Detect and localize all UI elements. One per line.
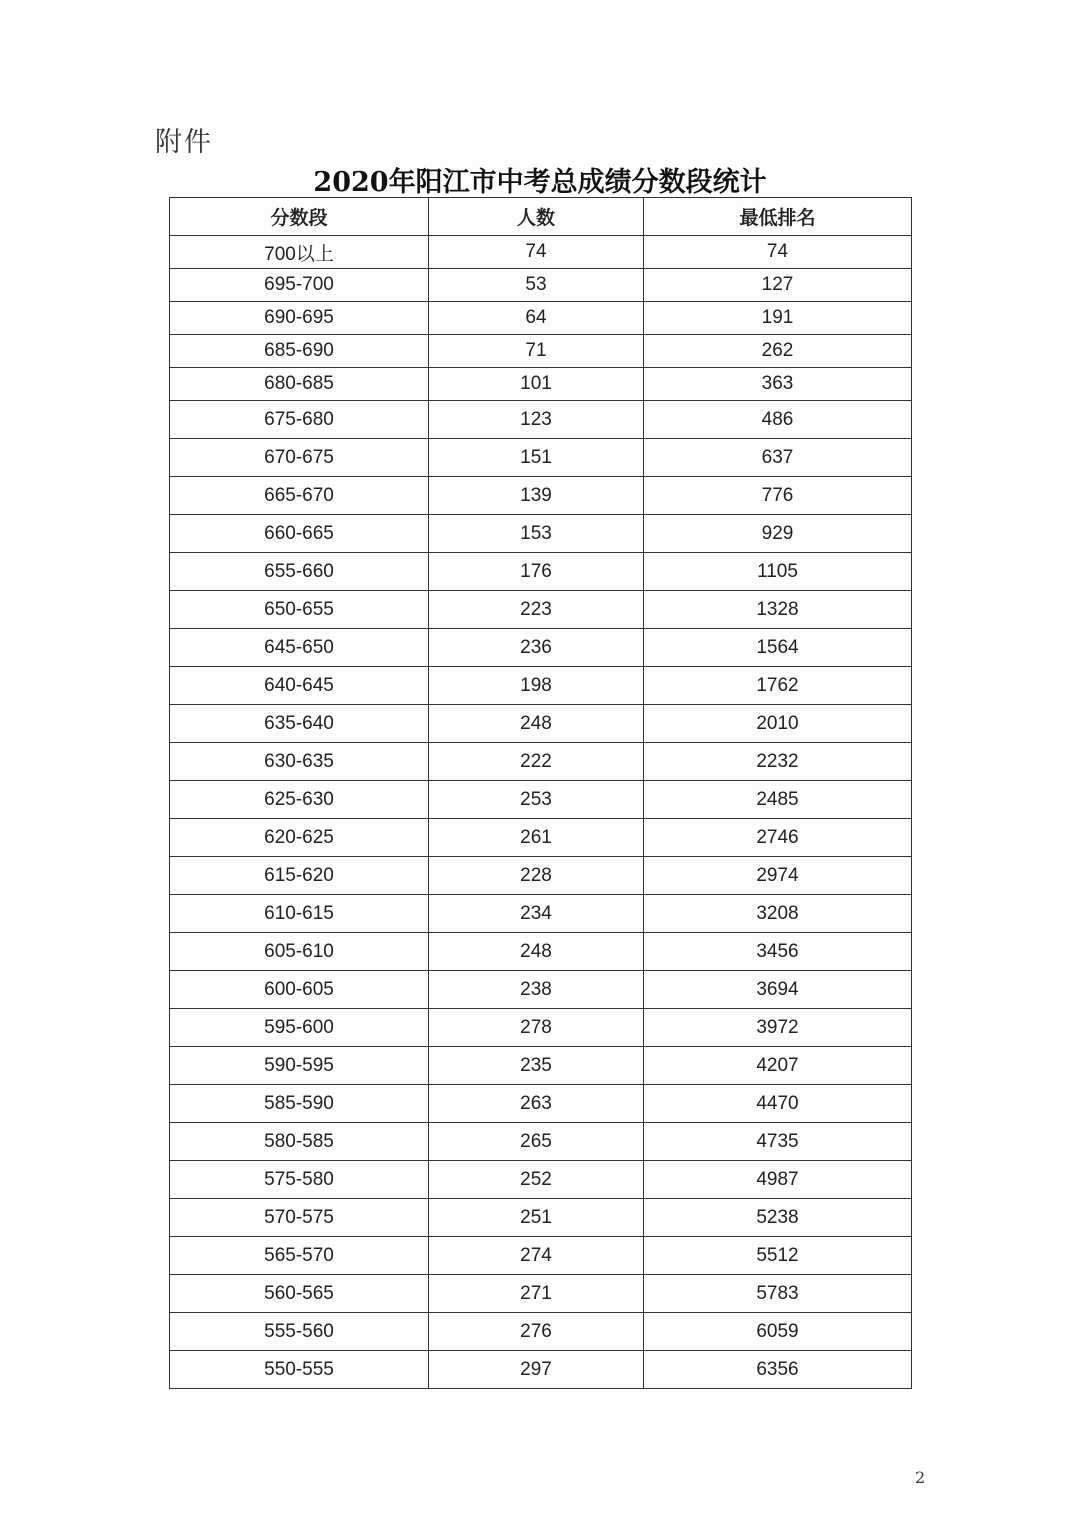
table-row: [170, 368, 912, 401]
cell-score-range: 680-685: [170, 368, 429, 401]
score-distribution-table: [169, 197, 912, 1389]
attachment-label: 附件: [155, 127, 213, 158]
cell-count: 251: [429, 1199, 644, 1237]
cell-lowest-rank: 363: [644, 368, 912, 401]
header-count: 人数: [429, 198, 644, 236]
cell-score-range: 640-645: [170, 667, 429, 705]
page-title: 2020年阳江市中考总成绩分数段统计: [313, 167, 767, 198]
table-row: [170, 895, 912, 933]
cell-lowest-rank: 2232: [644, 743, 912, 781]
cell-score-range: 700以上: [170, 236, 429, 269]
table-row: [170, 857, 912, 895]
table-row: [170, 1047, 912, 1085]
cell-count: 238: [429, 971, 644, 1009]
table-row: [170, 439, 912, 477]
cell-lowest-rank: 929: [644, 515, 912, 553]
cell-lowest-rank: 262: [644, 335, 912, 368]
cell-score-range: 560-565: [170, 1275, 429, 1313]
cell-count: 123: [429, 401, 644, 439]
cell-score-range: 595-600: [170, 1009, 429, 1047]
cell-lowest-rank: 2010: [644, 705, 912, 743]
cell-count: 64: [429, 302, 644, 335]
cell-count: 263: [429, 1085, 644, 1123]
cell-score-range: 685-690: [170, 335, 429, 368]
cell-lowest-rank: 2974: [644, 857, 912, 895]
cell-score-range: 570-575: [170, 1199, 429, 1237]
cell-count: 274: [429, 1237, 644, 1275]
table-row: [170, 933, 912, 971]
table-row: [170, 1161, 912, 1199]
cell-count: 248: [429, 933, 644, 971]
cell-count: 101: [429, 368, 644, 401]
cell-lowest-rank: 3972: [644, 1009, 912, 1047]
table-row: [170, 236, 912, 269]
cell-count: 139: [429, 477, 644, 515]
table-body: [170, 236, 912, 1389]
cell-score-range: 555-560: [170, 1313, 429, 1351]
cell-score-range: 655-660: [170, 553, 429, 591]
cell-count: 278: [429, 1009, 644, 1047]
cell-score-range: 605-610: [170, 933, 429, 971]
cell-count: 228: [429, 857, 644, 895]
table-row: [170, 1351, 912, 1389]
cell-lowest-rank: 2485: [644, 781, 912, 819]
cell-lowest-rank: 3456: [644, 933, 912, 971]
table-row: [170, 743, 912, 781]
table-row: [170, 1237, 912, 1275]
table-row: [170, 1085, 912, 1123]
cell-lowest-rank: 4735: [644, 1123, 912, 1161]
cell-score-range: 565-570: [170, 1237, 429, 1275]
cell-lowest-rank: 191: [644, 302, 912, 335]
cell-lowest-rank: 3694: [644, 971, 912, 1009]
table-row: [170, 781, 912, 819]
table-row: [170, 591, 912, 629]
cell-score-range: 600-605: [170, 971, 429, 1009]
cell-score-range: 620-625: [170, 819, 429, 857]
cell-lowest-rank: 74: [644, 236, 912, 269]
cell-score-range: 580-585: [170, 1123, 429, 1161]
cell-score-range: 635-640: [170, 705, 429, 743]
cell-count: 74: [429, 236, 644, 269]
cell-lowest-rank: 1564: [644, 629, 912, 667]
cell-lowest-rank: 6356: [644, 1351, 912, 1389]
table-row: [170, 971, 912, 1009]
cell-count: 222: [429, 743, 644, 781]
table-row: [170, 705, 912, 743]
table-row: [170, 819, 912, 857]
cell-score-range: 615-620: [170, 857, 429, 895]
table-row: [170, 1199, 912, 1237]
cell-lowest-rank: 776: [644, 477, 912, 515]
cell-count: 297: [429, 1351, 644, 1389]
cell-count: 53: [429, 269, 644, 302]
cell-score-range: 675-680: [170, 401, 429, 439]
cell-lowest-rank: 1105: [644, 553, 912, 591]
table-row: [170, 477, 912, 515]
cell-count: 261: [429, 819, 644, 857]
table-row: [170, 1275, 912, 1313]
cell-score-range: 610-615: [170, 895, 429, 933]
cell-count: 236: [429, 629, 644, 667]
table-row: [170, 629, 912, 667]
cell-count: 71: [429, 335, 644, 368]
table-row: [170, 335, 912, 368]
cell-score-range: 550-555: [170, 1351, 429, 1389]
cell-count: 198: [429, 667, 644, 705]
table-row: [170, 553, 912, 591]
header-lowest-rank: 最低排名: [644, 198, 912, 236]
table-row: [170, 401, 912, 439]
cell-count: 265: [429, 1123, 644, 1161]
table-row: [170, 1009, 912, 1047]
cell-lowest-rank: 5783: [644, 1275, 912, 1313]
table-row: [170, 515, 912, 553]
cell-count: 248: [429, 705, 644, 743]
cell-count: 252: [429, 1161, 644, 1199]
cell-score-range: 670-675: [170, 439, 429, 477]
header-score-range: 分数段: [170, 198, 429, 236]
table-row: [170, 269, 912, 302]
cell-score-range: 590-595: [170, 1047, 429, 1085]
cell-count: 253: [429, 781, 644, 819]
cell-lowest-rank: 4470: [644, 1085, 912, 1123]
cell-lowest-rank: 6059: [644, 1313, 912, 1351]
table-row: [170, 1123, 912, 1161]
table-row: [170, 302, 912, 335]
cell-lowest-rank: 3208: [644, 895, 912, 933]
cell-lowest-rank: 4207: [644, 1047, 912, 1085]
cell-count: 151: [429, 439, 644, 477]
cell-count: 153: [429, 515, 644, 553]
cell-lowest-rank: 1762: [644, 667, 912, 705]
cell-score-range: 585-590: [170, 1085, 429, 1123]
cell-lowest-rank: 5512: [644, 1237, 912, 1275]
cell-score-range: 575-580: [170, 1161, 429, 1199]
table-row: [170, 1313, 912, 1351]
cell-lowest-rank: 4987: [644, 1161, 912, 1199]
cell-score-range: 625-630: [170, 781, 429, 819]
cell-score-range: 695-700: [170, 269, 429, 302]
cell-score-range: 665-670: [170, 477, 429, 515]
cell-lowest-rank: 2746: [644, 819, 912, 857]
cell-count: 223: [429, 591, 644, 629]
cell-score-range: 660-665: [170, 515, 429, 553]
cell-count: 176: [429, 553, 644, 591]
cell-count: 235: [429, 1047, 644, 1085]
table-header-row: [170, 198, 912, 236]
cell-count: 234: [429, 895, 644, 933]
cell-lowest-rank: 5238: [644, 1199, 912, 1237]
cell-lowest-rank: 1328: [644, 591, 912, 629]
cell-count: 271: [429, 1275, 644, 1313]
cell-count: 276: [429, 1313, 644, 1351]
cell-score-range: 650-655: [170, 591, 429, 629]
cell-lowest-rank: 637: [644, 439, 912, 477]
cell-lowest-rank: 486: [644, 401, 912, 439]
cell-score-range: 645-650: [170, 629, 429, 667]
cell-lowest-rank: 127: [644, 269, 912, 302]
cell-score-range: 630-635: [170, 743, 429, 781]
page-number: 2: [915, 1468, 926, 1487]
table-row: [170, 667, 912, 705]
cell-score-range: 690-695: [170, 302, 429, 335]
